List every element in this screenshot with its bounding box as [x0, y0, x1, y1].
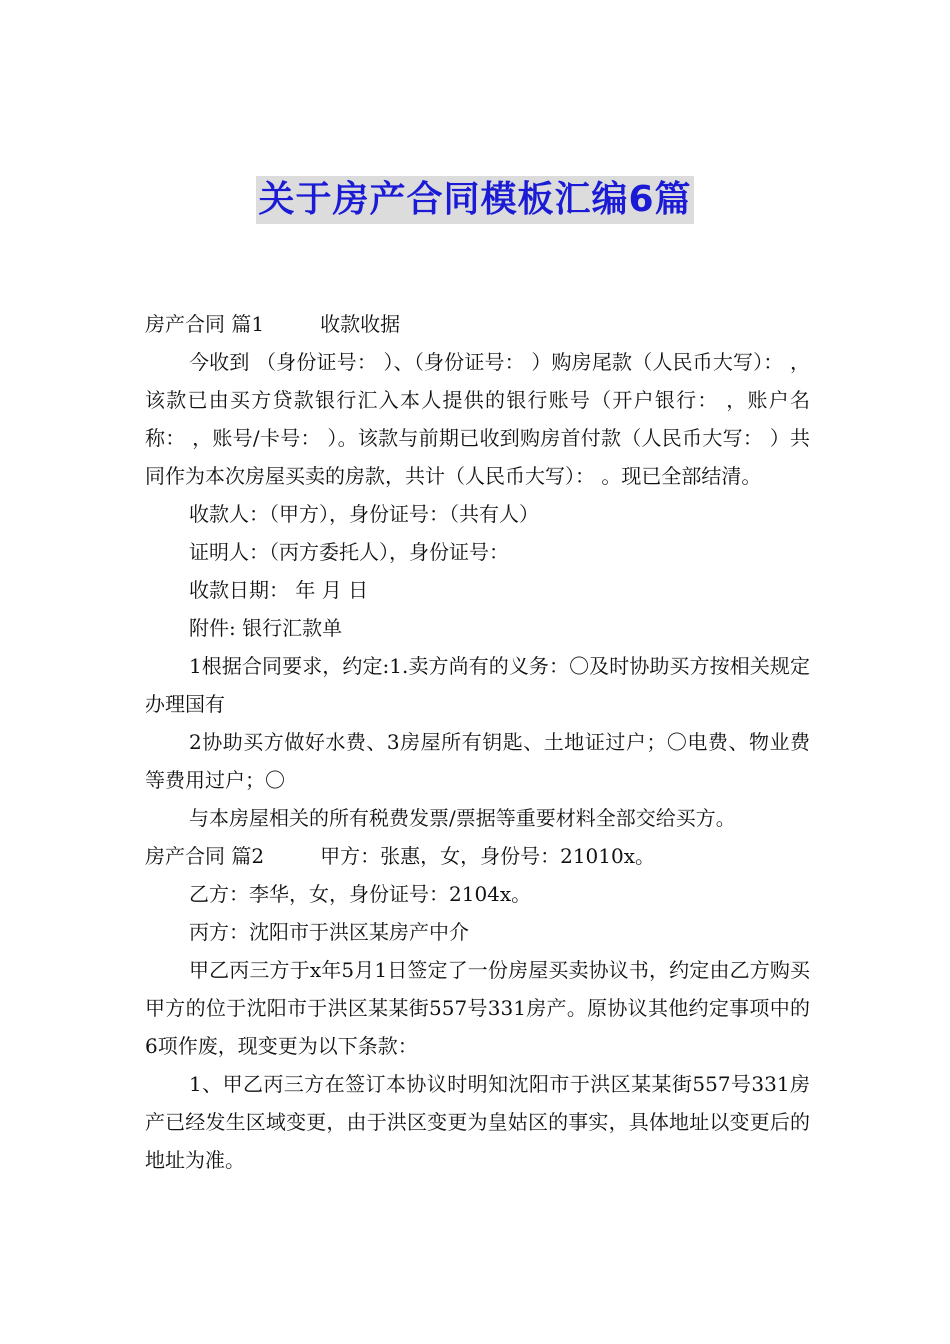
- section2-heading-line: [145, 837, 810, 875]
- section1-paragraph-3: 2协助买方做好水费、3房屋所有钥匙、土地证过户；〇电费、物业费等费用过户；〇: [145, 730, 810, 792]
- section1-payee-line: 收款人：（甲方），身份证号：（共有人）: [189, 502, 539, 526]
- section1-heading-extra: 收款收据: [320, 312, 401, 336]
- document-body: [145, 305, 810, 1179]
- section1-paragraph-4: 与本房屋相关的所有税费发票/票据等重要材料全部交给买方。: [189, 806, 736, 830]
- section2-paragraph-2: 1、甲乙丙三方在签订本协议时明知沈阳市于洪区某某街557号331房产已经发生区域变更，由于洪区变更为皇姑区的事实，具体地址以变更后的地址为准。: [145, 1072, 810, 1172]
- section1-paragraph-2: 1根据合同要求，约定:1.卖方尚有的义务：〇及时协助买方按相关规定办理国有: [145, 654, 810, 716]
- section1-heading-line: [145, 305, 810, 343]
- section1-date-line: 收款日期： 年 月 日: [189, 578, 369, 602]
- section2-heading: 房产合同 篇2: [145, 844, 265, 868]
- section2-party-c-line: 丙方：沈阳市于洪区某房产中介: [189, 920, 469, 944]
- section1-witness-line: 证明人：（丙方委托人），身份证号：: [189, 540, 509, 564]
- title-container: [0, 176, 950, 224]
- section1-heading: 房产合同 篇1: [145, 312, 265, 336]
- section1-attachment-line: 附件: 银行汇款单: [189, 616, 343, 640]
- document-title: 关于房产合同模板汇编6篇: [256, 176, 693, 224]
- section2-paragraph-1: 甲乙丙三方于x年5月1日签定了一份房屋买卖协议书，约定由乙方购买甲方的位于沈阳市于洪区某某街557号331房产。原协议其他约定事项中的6项作废，现变更为以下条款：: [145, 958, 810, 1058]
- section1-paragraph-1: 今收到 （身份证号： ）、（身份证号： ）购房尾款（人民币大写）： ，该款已由买方贷款银行汇入本人提供的银行账号（开户银行： ，账户名称： ，账号/卡号： ）。该款与前期已收到购房首付款（人民币大写： ）共同作为本次房屋买卖的房款，共计（人民币大写）： 。现已全部结清。: [145, 350, 810, 488]
- section2-party-b-line: 乙方：李华，女，身份证号：2104x。: [189, 882, 532, 906]
- section2-heading-extra: 甲方：张惠，女，身份号：21010x。: [320, 844, 655, 868]
